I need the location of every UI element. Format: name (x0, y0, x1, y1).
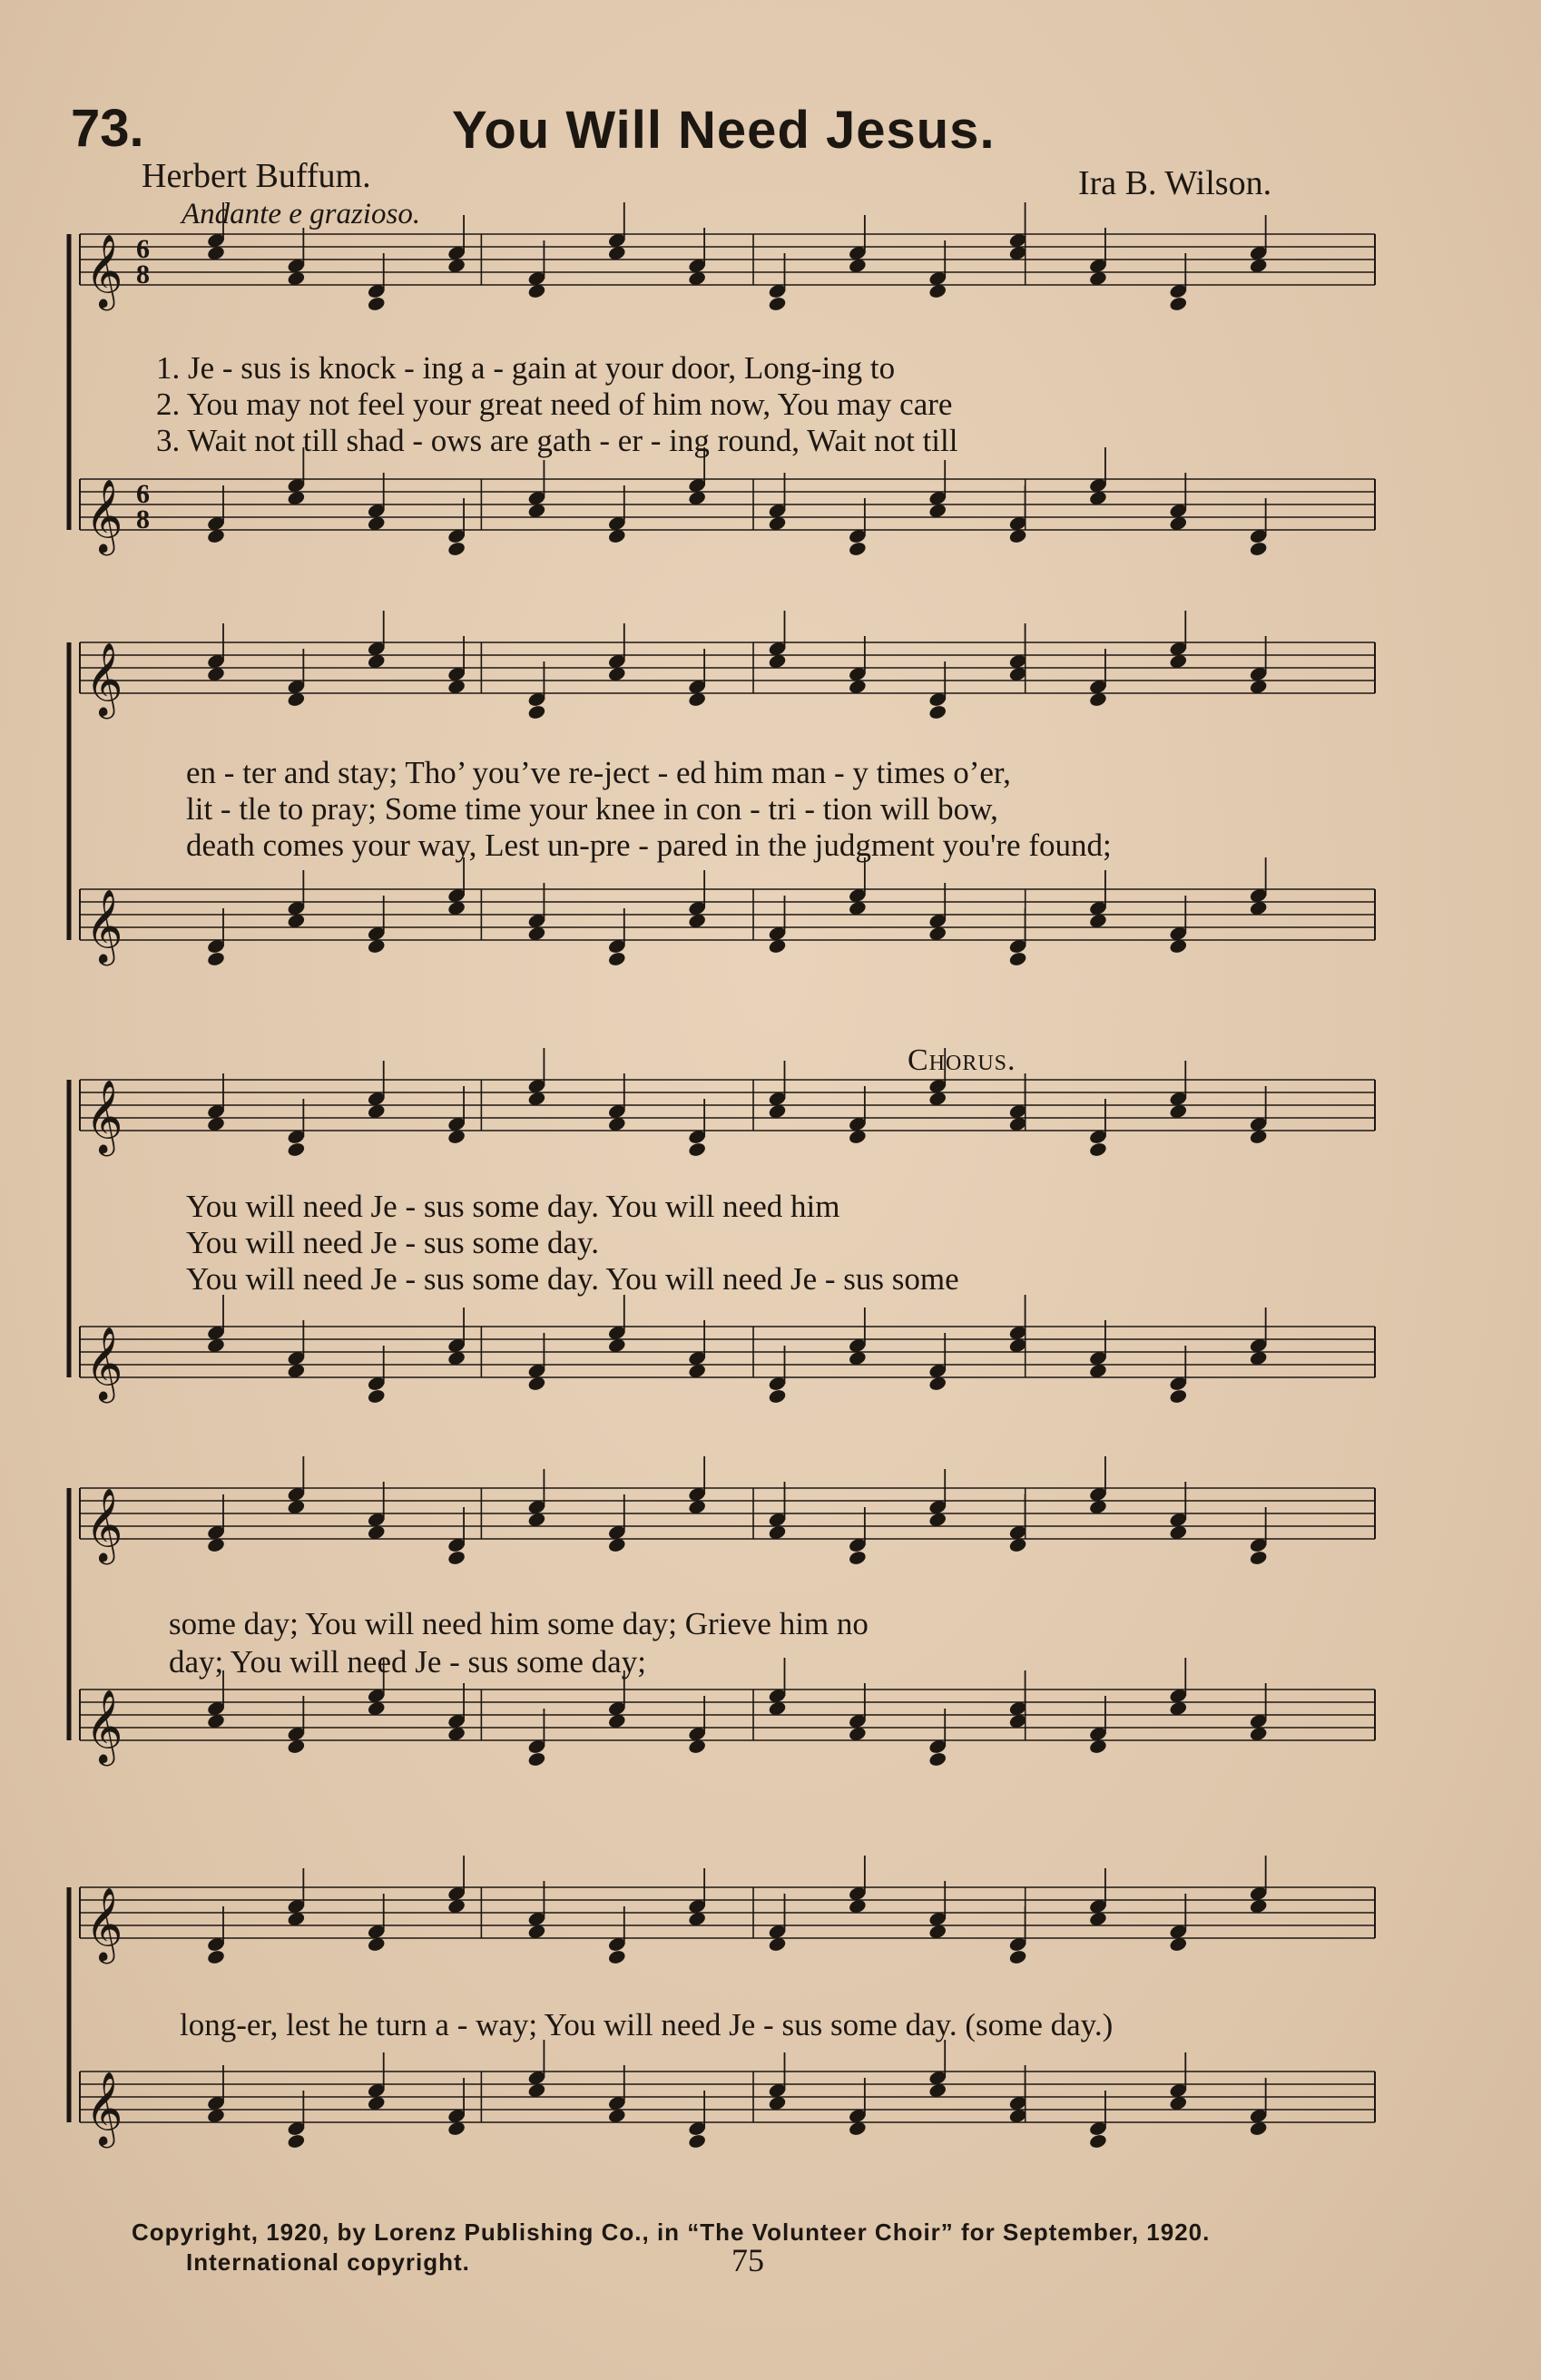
note-head (687, 2133, 706, 2150)
note-head (1008, 1949, 1027, 1965)
note-head (1008, 951, 1027, 967)
lyric-line-2-verse-3: death comes your way, Lest un-pre - pared in the judgment you're found; (186, 828, 1112, 863)
note-head (928, 704, 947, 720)
treble-clef-icon: 𝄞 (85, 888, 123, 963)
svg-text:8: 8 (136, 504, 150, 534)
note-head (367, 296, 386, 312)
note-head (527, 704, 546, 720)
note-head (447, 541, 466, 557)
note-head (287, 2133, 306, 2150)
note-head (768, 1388, 787, 1405)
hymn-title: You Will Need Jesus. (452, 101, 996, 160)
note-head (607, 951, 626, 967)
note-head (848, 1550, 867, 1566)
note-head (1088, 2133, 1107, 2150)
treble-clef-icon: 𝄞 (85, 1079, 123, 1153)
treble-clef-icon: 𝄞 (85, 478, 123, 553)
treble-clef-icon: 𝄞 (85, 2071, 123, 2145)
lyric-line-5: long-er, lest he turn a - way; You will need Je - sus some day. (some day.) (180, 2007, 1114, 2042)
note-head (1088, 1141, 1107, 1158)
note-head (928, 1751, 947, 1768)
note-head (1169, 1388, 1188, 1405)
time-signature: 6 (136, 479, 150, 509)
note-head (768, 296, 787, 312)
note-head (607, 1949, 626, 1965)
note-head (287, 1141, 306, 1158)
lyric-line-3-part-1: You will need Je - sus some day. You will need him (186, 1189, 840, 1224)
hymn-number: 73. (71, 99, 144, 158)
lyric-line-1-verse-3: 3. Wait not till shad - ows are gath - er - ing round, Wait not till (156, 423, 958, 458)
lyric-line-3-part-2: You will need Je - sus some day. (186, 1225, 599, 1260)
chorus-label: Chorus. (908, 1043, 1016, 1077)
note-head (206, 1949, 225, 1965)
page-number: 75 (731, 2242, 764, 2278)
note-head (527, 1751, 546, 1768)
treble-clef-icon: 𝄞 (85, 1886, 123, 1961)
lyric-line-4-part-1: some day; You will need him some day; Grieve him no (169, 1606, 869, 1641)
treble-clef-icon: 𝄞 (85, 1326, 123, 1400)
author-name: Herbert Buffum. (142, 157, 371, 195)
treble-clef-icon: 𝄞 (85, 1689, 123, 1763)
composer-name: Ira B. Wilson. (1078, 164, 1272, 202)
tempo-marking: Andante e grazioso. (182, 198, 421, 230)
note-head (848, 541, 867, 557)
svg-text:8: 8 (136, 260, 150, 289)
lyric-line-1-verse-1: 1. Je - sus is knock - ing a - gain at your door, Long-ing to (156, 350, 896, 386)
treble-clef-icon: 𝄞 (85, 233, 123, 308)
note-head (1249, 541, 1268, 557)
lyric-line-1-verse-2: 2. You may not feel your great need of him now, You may care (156, 387, 953, 422)
lyric-line-2-verse-2: lit - tle to pray; Some time your knee in con - tri - tion will bow, (186, 791, 998, 827)
lyric-line-2-verse-1: en - ter and stay; Tho’ you’ve re-ject - ed him man - y times o’er, (186, 755, 1011, 790)
treble-clef-icon: 𝄞 (85, 642, 123, 716)
international-copyright: International copyright. (186, 2248, 470, 2276)
time-signature: 6 (136, 234, 150, 264)
note-head (447, 1550, 466, 1566)
lyric-line-4-part-2: day; You will need Je - sus some day; (169, 1644, 646, 1680)
copyright-notice: Copyright, 1920, by Lorenz Publishing Co., in “The Volunteer Choir” for September, 1920. (132, 2218, 1211, 2246)
note-head (206, 951, 225, 967)
note-head (1169, 296, 1188, 312)
note-head (687, 1141, 706, 1158)
lyric-line-3-part-3: You will need Je - sus some day. You will need Je - sus some (186, 1261, 959, 1297)
treble-clef-icon: 𝄞 (85, 1487, 123, 1562)
note-head (1249, 1550, 1268, 1566)
note-head (367, 1388, 386, 1405)
